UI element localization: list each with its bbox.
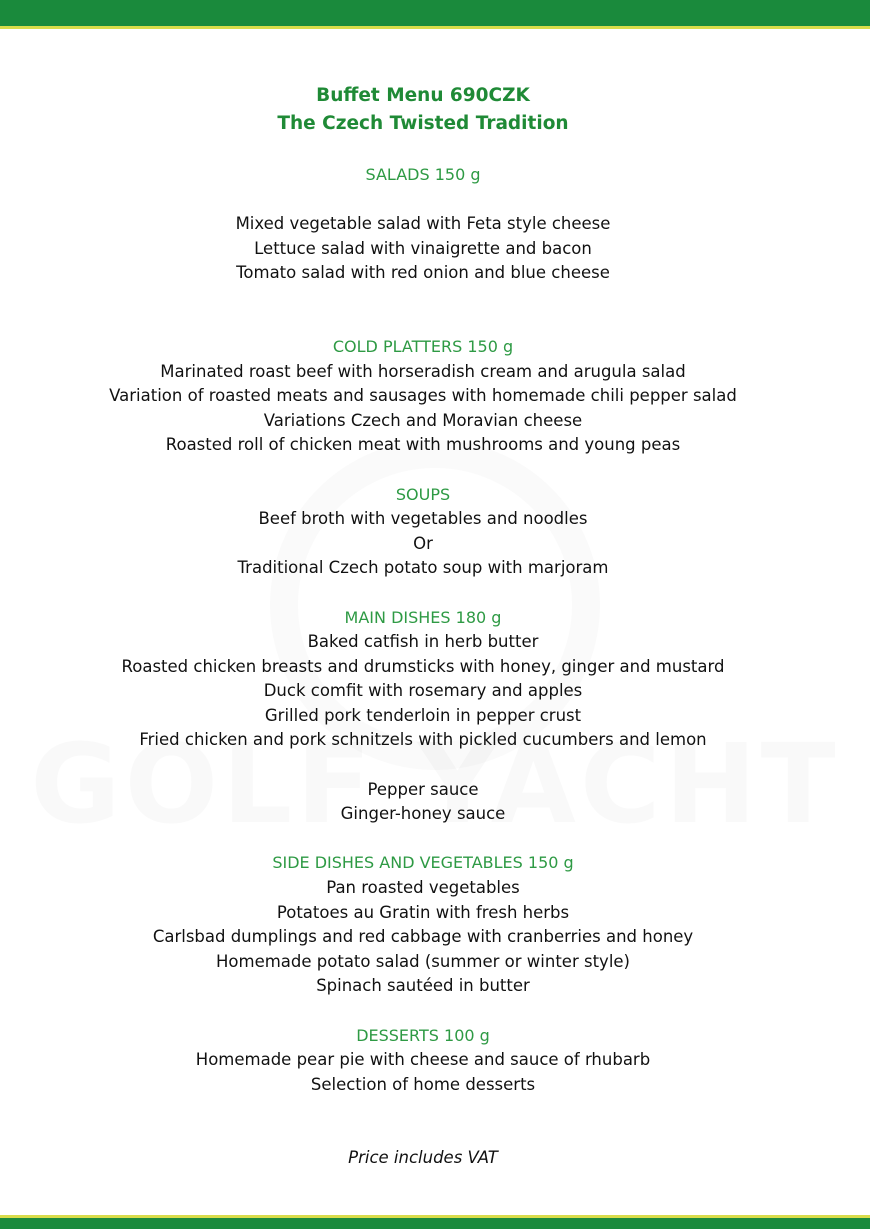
price-note: Price includes VAT xyxy=(348,1148,498,1168)
menu-item: Spinach sautéed in butter xyxy=(316,976,530,996)
menu-item: Lettuce salad with vinaigrette and bacon xyxy=(254,238,592,258)
section-heading-main-dishes: MAIN DISHES 180 g xyxy=(344,607,502,627)
menu-item: Baked catfish in herb butter xyxy=(307,632,539,652)
sauce-item: Pepper sauce xyxy=(367,779,479,799)
section-heading-cold-platters: COLD PLATTERS 150 g xyxy=(332,336,514,356)
menu-item: Fried chicken and pork schnitzels with pickled cucumbers and lemon xyxy=(139,730,707,750)
menu-item: Or xyxy=(413,533,433,553)
menu-subtitle: The Czech Twisted Tradition xyxy=(277,113,569,134)
menu-item: Grilled pork tenderloin in pepper crust xyxy=(264,705,582,725)
menu-item: Duck comfit with rosemary and apples xyxy=(263,681,583,701)
menu-item: Beef broth with vegetables and noodles xyxy=(258,509,588,529)
section-heading-desserts: DESSERTS 100 g xyxy=(356,1025,490,1045)
menu-item: Variation of roasted meats and sausages with homemade chili pepper salad xyxy=(109,386,737,406)
menu-item: Traditional Czech potato soup with marjoram xyxy=(237,558,609,578)
menu-item: Homemade pear pie with cheese and sauce of rhubarb xyxy=(195,1050,651,1070)
menu-item: Carlsbad dumplings and red cabbage with cranberries and honey xyxy=(152,927,694,947)
menu-item: Selection of home desserts xyxy=(310,1074,536,1094)
bottom-green-band xyxy=(0,1215,870,1229)
top-green-band xyxy=(0,0,870,29)
menu-item: Pan roasted vegetables xyxy=(326,878,520,898)
menu-item: Homemade potato salad (summer or winter style) xyxy=(216,951,630,971)
menu-item: Roasted chicken breasts and drumsticks with honey, ginger and mustard xyxy=(121,656,725,676)
section-heading-side-dishes: SIDE DISHES AND VEGETABLES 150 g xyxy=(272,853,574,873)
section-heading-soups: SOUPS xyxy=(395,484,451,504)
menu-item: Roasted roll of chicken meat with mushrooms and young peas xyxy=(165,435,681,455)
section-heading-salads: SALADS 150 g xyxy=(365,165,481,184)
menu-item: Mixed vegetable salad with Feta style cheese xyxy=(235,214,611,234)
menu-item: Marinated roast beef with horseradish cream and arugula salad xyxy=(160,361,686,381)
menu-item: Variations Czech and Moravian cheese xyxy=(263,410,583,430)
menu-item: Potatoes au Gratin with fresh herbs xyxy=(276,902,570,922)
buffet-menu xyxy=(0,82,846,1171)
menu-item: Tomato salad with red onion and blue cheese xyxy=(236,263,610,283)
menu-title: Buffet Menu 690CZK xyxy=(316,85,530,106)
sauce-item: Ginger-honey sauce xyxy=(340,804,506,824)
